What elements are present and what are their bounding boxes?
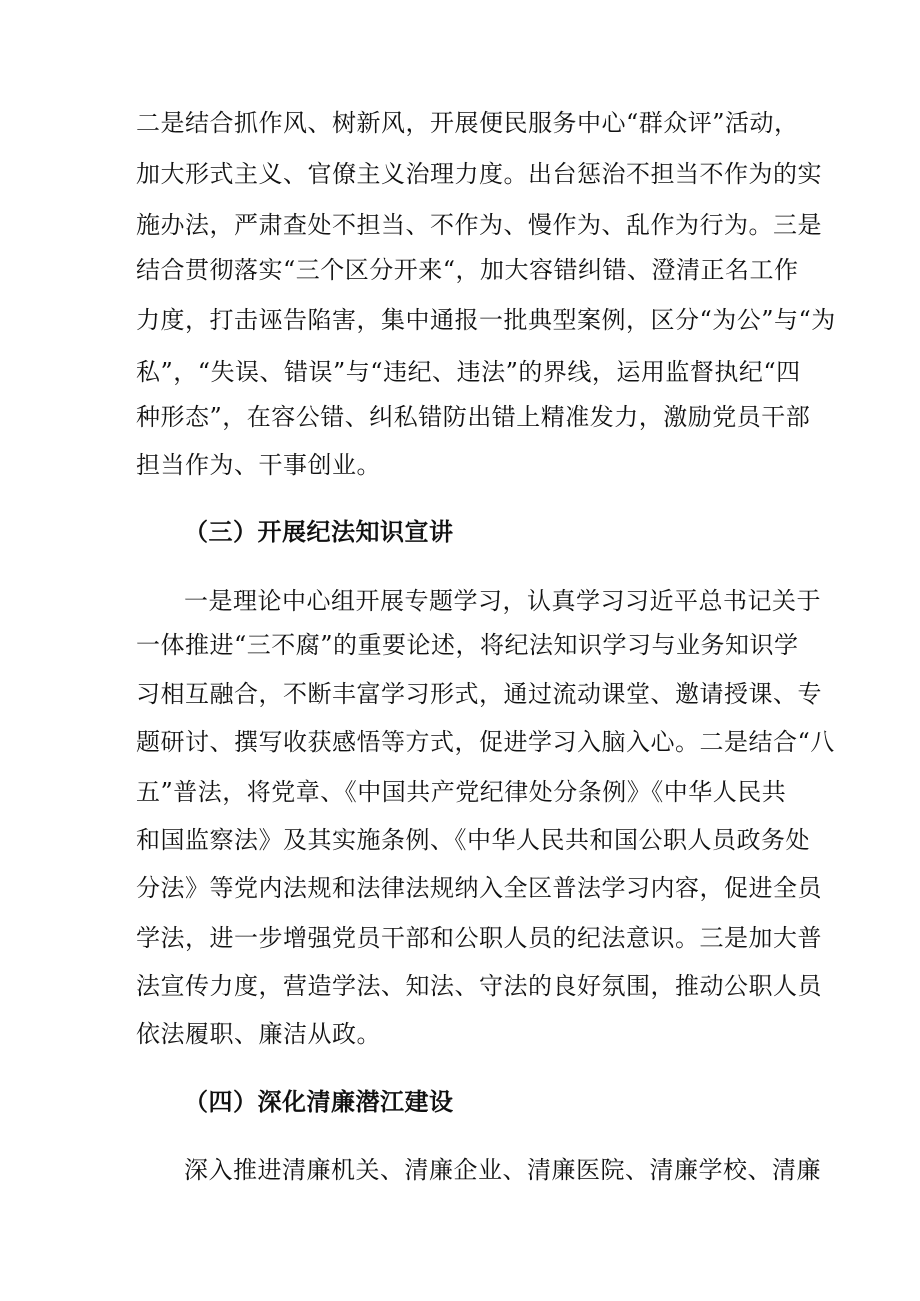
paragraph-line: 五”普法，将党章、《中国共产党纪律处分条例》《中华人民共 — [136, 778, 787, 806]
section-4-heading: （四）深化清廉潜江建设 — [184, 1087, 454, 1116]
paragraph-line: 学法，进一步增强党员干部和公职人员的纪法意识。三是加大普 — [136, 924, 822, 952]
section-3-heading: （三）开展纪法知识宣讲 — [184, 517, 454, 546]
paragraph-line: 担当作为、干事创业。 — [136, 451, 381, 479]
paragraph-line: 结合贯彻落实“三个区分开来“，加大容错纠错、澄清正名工作 — [136, 256, 799, 284]
paragraph-line: 私”，“失误、错误”与“违纪、违法”的界线，运用监督执纪“四 — [136, 358, 801, 386]
paragraph-line: 深入推进清廉机关、清廉企业、清廉医院、清廉学校、清廉 — [184, 1156, 821, 1184]
paragraph-line: 施办法，严肃查处不担当、不作为、慢作为、乱作为行为。三是 — [136, 211, 822, 239]
paragraph-line: 加大形式主义、官僚主义治理力度。出台惩治不担当不作为的实 — [136, 160, 822, 188]
paragraph-line: 二是结合抓作风、树新风，开展便民服务中心“群众评”活动， — [136, 109, 799, 137]
paragraph-line: 一是理论中心组开展专题学习，认真学习习近平总书记关于 — [184, 587, 821, 615]
paragraph-line: 力度，打击诬告陷害，集中通报一批典型案例，区分“为公”与“为 — [136, 306, 836, 334]
paragraph-line: 法宣传力度，营造学法、知法、守法的良好氛围，推动公职人员 — [136, 972, 822, 1000]
paragraph-line: 和国监察法》及其实施条例、《中华人民共和国公职人员政务处 — [136, 826, 810, 854]
paragraph-line: 依法履职、廉洁从政。 — [136, 1020, 381, 1048]
paragraph-line: 分法》等党内法规和法律法规纳入全区普法学习内容，促进全员 — [136, 874, 822, 902]
paragraph-line: 题研讨、撰写收获感悟等方式，促进学习入脑入心。二是结合“八 — [136, 728, 835, 756]
paragraph-line: 一体推进“三不腐”的重要论述，将纪法知识学习与业务知识学 — [136, 631, 799, 659]
paragraph-line: 种形态”，在容公错、纠私错防出错上精准发力，激励党员干部 — [136, 403, 811, 431]
paragraph-line: 习相互融合，不断丰富学习形式，通过流动课堂、邀请授课、专 — [136, 680, 822, 708]
